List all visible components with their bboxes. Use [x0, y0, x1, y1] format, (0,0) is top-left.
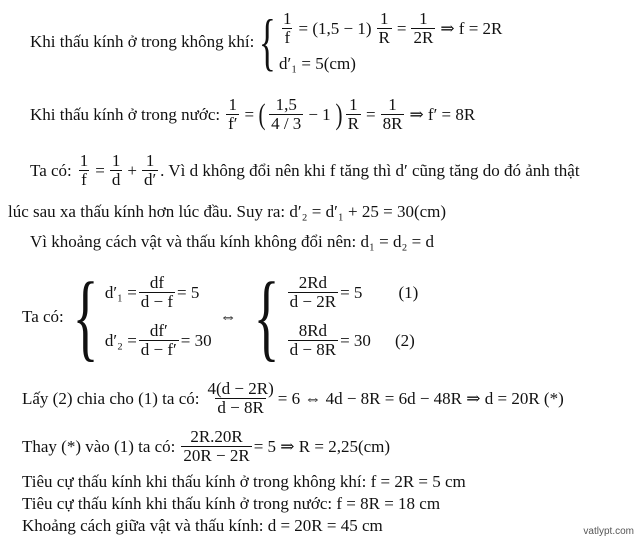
line-air-focal — [30, 6, 505, 78]
line-result-air: Tiêu cự thấu kính khi thấu kính ở trong không khí: f = 2R = 5 cm — [22, 472, 466, 491]
line-equation-system: Ta có: { d′₁ = $\frac{df}{d - f}$ = 5 d′₂ = $\frac{df'}{d - f'}$ = 30 ⇔ { $\frac{2Rd}{d - 2R}$ = 5 (1) $\frac{8Rd}{d - 8R}$ = 30 (2) — [22, 263, 419, 371]
frac-df: $\frac{df}{d - f}$ — [140, 273, 174, 312]
line-result-distance: Khoảng cách giữa vật và thấu kính: d = 20R = 45 cm — [22, 516, 383, 535]
system-right: $\frac{2Rd}{d - 2R}$ = 5 (1) $\frac{8Rd}{d - 8R}$ = 30 (2) — [289, 273, 419, 359]
system-brace-right: { — [253, 263, 280, 371]
frac-index-ratio: $\frac{1,5}{4 / 3}$ — [271, 95, 302, 134]
frac-1-2R: $\frac{1}{2R}$ — [413, 9, 434, 48]
system-brace-left: { — [72, 263, 99, 371]
air-label: Khi thấu kính ở trong không khí: — [30, 32, 255, 51]
watermark: vatlypt.com — [583, 526, 634, 537]
line-result-water: Tiêu cự thấu kính khi thấu kính ở trong nước: f = 8R = 18 cm — [22, 494, 441, 513]
line-divide-equations: Lấy (2) chia cho (1) ta có: $\frac{4(d - 2R)}{d - 8R}$ = 6 ⇔ 4d − 8R = 6d − 48R ⇒ d = 20R (*) — [22, 379, 564, 418]
frac-1-8R: $\frac{1}{8R}$ — [382, 95, 403, 134]
equivalence-arrow: ⇔ — [219, 307, 237, 326]
air-image-distance: d′₁ = 5(cm) — [279, 53, 356, 73]
frac-2Rd: $\frac{2Rd}{d - 2R}$ — [289, 273, 337, 312]
frac-1-f: $\frac{1}{f}$ — [283, 9, 292, 48]
system-left: d′₁ = $\frac{df}{d - f}$ = 5 d′₂ = $\frac{df'}{d - f'}$ = 30 — [104, 273, 212, 359]
line-object-distance: Vì khoảng cách vật và thấu kính không đổi nên: d₁ = d₂ = d — [30, 232, 435, 251]
frac-1-R-water: $\frac{1}{R}$ — [347, 95, 359, 134]
frac-1-dprime: $\frac{1}{d'}$ — [143, 151, 157, 190]
frac-1-f-lens: $\frac{1}{f}$ — [79, 151, 89, 190]
frac-ratio: $\frac{4(d - 2R)}{d - 8R}$ — [207, 379, 274, 418]
right-paren: ) — [335, 98, 343, 131]
air-system: $\frac{1}{f}$ = (1,5 − 1) $\frac{1}{R}$ = $\frac{1}{2R}$ ⇒ f = 2R d′₁ = 5(cm) — [279, 10, 505, 74]
line-water-focal: Khi thấu kính ở trong nước: $\frac{1}{f'}$ = ( $\frac{1,5}{4 / 3}$ − 1 ) $\frac{1}{R}$ = $\frac{1}{8R}$ ⇒ f′ = 8R — [30, 95, 476, 134]
water-label: Khi thấu kính ở trong nước: — [30, 105, 221, 124]
frac-substitute: $\frac{2R.20R}{20R - 2R}$ — [183, 427, 250, 466]
left-paren: ( — [258, 98, 266, 131]
frac-1-d: $\frac{1}{d}$ — [111, 151, 121, 190]
frac-1-fprime: $\frac{1}{f'}$ — [228, 95, 238, 134]
line-lens-formula: Ta có: $\frac{1}{f}$ = $\frac{1}{d}$ + $\frac{1}{d'}$ . Vì d không đổi nên khi f tăng thì d′ cũng tăng do đó ảnh thật — [30, 151, 580, 190]
system-brace: { — [259, 6, 277, 77]
frac-8Rd: $\frac{8Rd}{d - 8R}$ — [289, 321, 337, 359]
lens-reasoning-text: . Vì d không đổi nên khi f tăng thì d′ cũng tăng do đó ảnh thật — [160, 161, 580, 180]
line-image-distance: lúc sau xa thấu kính hơn lúc đầu. Suy ra: d′₂ = d′₁ + 25 = 30(cm) — [8, 202, 447, 221]
line-substitute: Thay (*) vào (1) ta có: $\frac{2R.20R}{20R - 2R}$ = 5 ⇒ R = 2,25(cm) — [22, 427, 391, 466]
frac-1-R: $\frac{1}{R}$ — [378, 9, 390, 48]
frac-dfprime: $\frac{df'}{d - f'}$ — [140, 321, 177, 359]
